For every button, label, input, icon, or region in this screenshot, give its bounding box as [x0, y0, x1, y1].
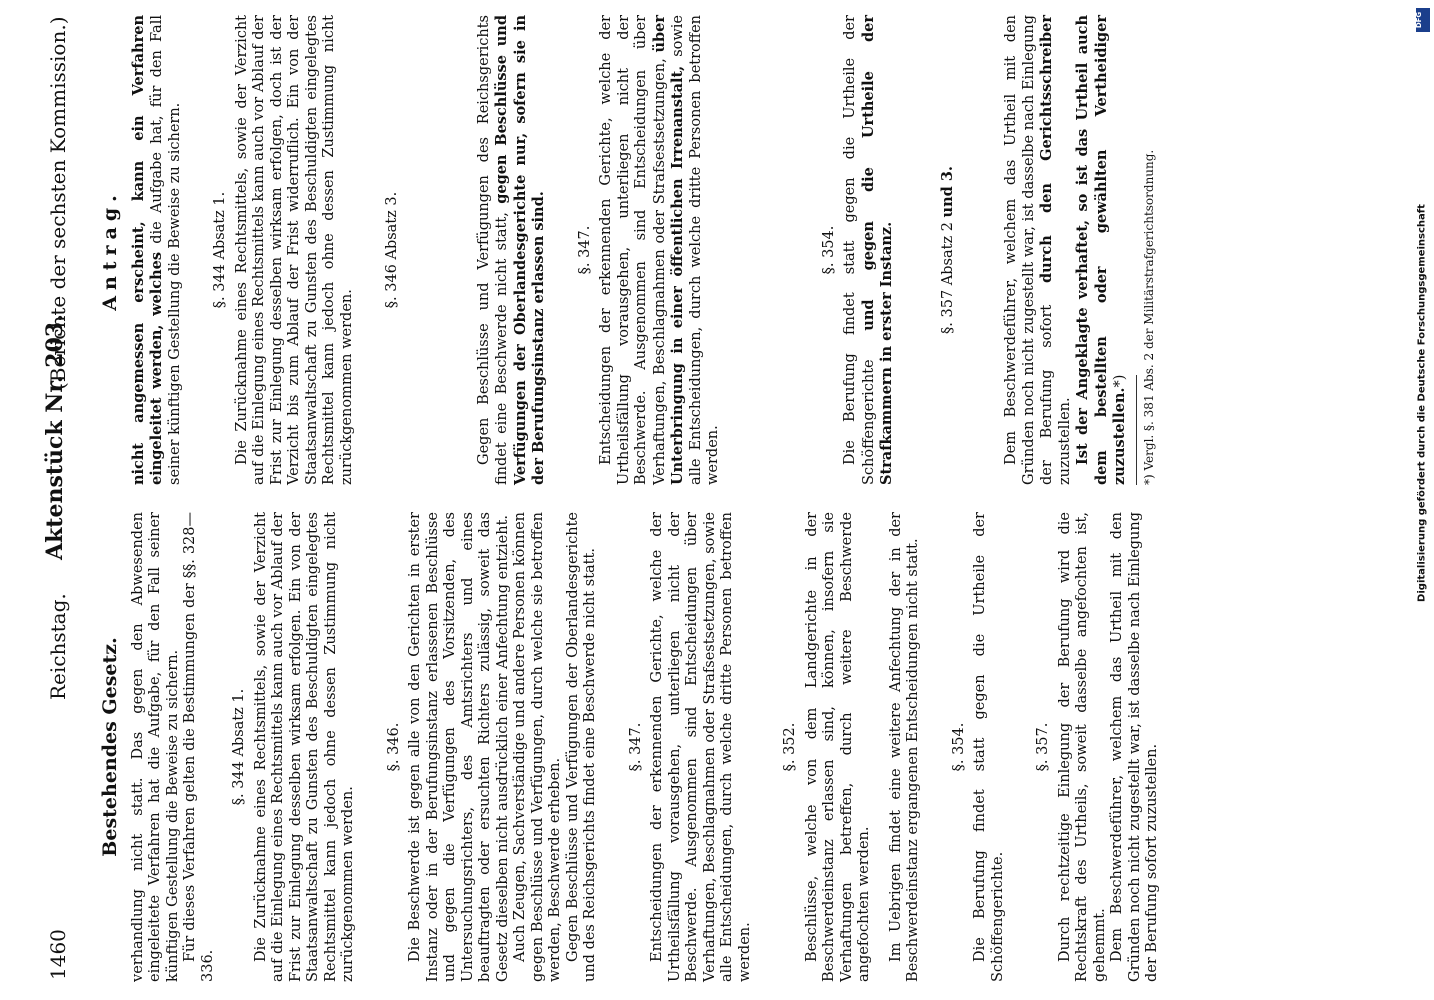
paragraph: Für dieses Verfahren gelten die Bestimmungen der §§. 328—336. — [182, 512, 216, 982]
section-heading: §. 346 Absatz 3. — [384, 191, 400, 309]
paragraph — [476, 15, 549, 485]
section-heading: §. 357. — [1035, 722, 1051, 772]
column-existing-law — [98, 512, 1162, 982]
running-title: Reichstag. — [46, 593, 70, 700]
paragraph: Die Zurücknahme eines Rechtsmittels, sowie der Verzicht auf die Einlegung eines Rechtsmittels kann auch vor Ablauf der Frist zur Einlegung desselben wirksam erfolgen. Ein von der Staatsanwaltschaft zu Gunsten des Beschuldigten eingelegtes Rechtsmittel kann jedoch ohne dessen Zustimmung nicht zurückgenommen werden. — [252, 512, 356, 982]
bold-text: über Unterbringung in einer öffentlichen Irrenanstalt, — [650, 15, 686, 485]
text: die Aufgabe hat, für den Fall seiner künftigen Gestellung die Beweise zu sichern. — [149, 15, 183, 485]
text: Die Berufung findet statt gegen die Urtheile der Schöffengerichte — [842, 15, 877, 485]
page-number: 1460 — [46, 929, 70, 980]
paragraph — [1003, 15, 1074, 485]
digitization-credit-strip — [1412, 8, 1432, 993]
footnote-marker: *) — [1112, 374, 1128, 388]
section-heading: §. 347. — [576, 225, 593, 275]
section-heading: §. 354. — [950, 722, 967, 772]
bold-text: nicht angemessen erscheint, kann ein Verfahren eingeleitet werden, welches — [129, 15, 165, 485]
file-number: Aktenstück Nr. 203. — [42, 314, 68, 560]
column-motion — [98, 15, 1158, 485]
digitization-credit: Digitalisierung gefördert durch die Deutsche Forschungsgemeinschaft — [1416, 204, 1428, 602]
column-title: Bestehendes Gesetz. — [99, 637, 121, 857]
section-heading: §. 347. — [627, 722, 644, 772]
text: Gegen Beschlüsse und Verfügungen des Reichsgerichts findet eine Beschwerde nicht statt, — [475, 15, 510, 485]
section-heading — [939, 15, 958, 485]
dfg-logo: DFG — [1416, 8, 1430, 32]
text: sowie alle Entscheidungen, durch welche dritte Personen betroffen werden. — [670, 14, 721, 485]
footnote: *) Vergl. §. 381 Abs. 2 der Militärstrafgerichtsordnung. — [1141, 149, 1156, 485]
paragraph: Im Uebrigen findet eine weitere Anfechtung der in der Beschwerdeinstanz ergangenen Entscheidungen nicht statt. — [887, 512, 921, 982]
footnote-rule — [1136, 375, 1137, 485]
text: Dem Beschwerdeführer, welchem das Urtheil mit den Gründen noch nicht zugestellt war, ist dasselbe nach Einlegung der Berufung sofort — [1003, 15, 1055, 485]
section-heading: §. 344 Absatz 1. — [231, 688, 247, 806]
paragraph: Durch rechtzeitige Einlegung der Berufung wird die Rechtskraft des Urtheils, soweit dasselbe angefochten ist, gehemmt. — [1056, 512, 1108, 982]
paragraph: Die Beschwerde ist gegen alle von den Gerichten in erster Instanz oder in der Berufungsinstanz erlassenen Beschlüsse und gegen die Verfügungen des Vorsitzenden, des Untersuchungsrichters, des Amtsrichters und eines beauftragten oder ersuchten Richters zulässig, soweit das Gesetz dieselben nicht ausdrücklich einer Anfechtung entzieht. — [407, 512, 511, 982]
paragraph: Die Zurücknahme eines Rechtsmittels, sowie der Verzicht auf die Einlegung eines Rechtsmittels kann auch vor Ablauf der Frist zur Einlegung desselben wirksam erfolgen, doch ist der Verzicht bis zum Ablauf der Frist widerruflich. Ein von der Staatsanwaltschaft zu Gunsten des Beschuldigten eingelegtes Rechtsmittel kann jedoch ohne dessen Zustimmung nicht zurückgenommen werden. — [233, 15, 355, 485]
section-heading: §. 346. — [385, 722, 402, 772]
section-heading: §. 352. — [782, 722, 798, 772]
report-bracket: (Berichte der sechsten Kommission.) — [46, 16, 70, 390]
paragraph: Entscheidungen der erkennenden Gerichte, welche der Urtheilsfällung vorausgehen, unterliegen nicht der Beschwerde. Ausgenommen sind Entscheidungen über Verhaftungen, Beschlagnahmen oder Strafsestsetzungen, sowie alle Entscheidungen, durch welche dritte Personen betroffen werden. — [649, 512, 753, 982]
paragraph — [130, 15, 185, 485]
paragraph: Dem Beschwerdeführer, welchem das Urtheil mit den Gründen noch nicht zugestellt war, ist dasselbe nach Einlegung der Berufung sofort zuzustellen. — [1109, 512, 1160, 982]
paragraph: Die Berufung findet statt gegen die Urtheile der Schöffengerichte. — [972, 512, 1006, 982]
paragraph: verhandlung nicht statt. Das gegen den Abwesenden eingeleitete Verfahren hat die Aufgabe, für den Fall seiner künftigen Gestellung die Beweise zu sichern. — [129, 512, 181, 982]
text: Entscheidungen der erkennenden Gerichte, welche der Urtheilsfällung vorausgehen, unterliegen nicht der Beschwerde. Ausgenommen sind Entscheidungen über Verhaftungen, Beschlagnahmen oder Strafsestsetzungen, — [598, 15, 668, 485]
column-title: Antrag. — [99, 189, 121, 311]
bold-text: und gegen die Urtheile der Strafkammern in erster Instanz. — [859, 15, 895, 485]
paragraph — [1074, 15, 1130, 485]
document-page — [28, 0, 1408, 1000]
paragraph — [598, 15, 723, 485]
bold-text: gegen Beschlüsse und Verfügungen der Oberlandesgerichte nur, sofern sie in der Berufungsinstanz erlassen sind. — [493, 15, 547, 485]
paragraph: Gegen Beschlüsse und Verfügungen der Oberlandesgerichte und des Reichsgerichts findet eine Beschwerde nicht statt. — [564, 512, 598, 982]
bold-text: durch den Gerichtsschreiber — [1038, 14, 1055, 283]
text: zuzustellen. — [1056, 397, 1073, 485]
paragraph: Beschlüsse, welche von dem Landgerichte in der Beschwerdeinstanz erlassen sind, können, insofern sie Verhaftungen betreffen, durch weitere Beschwerde angefochten werden. — [803, 512, 872, 982]
paragraph: Auch Zeugen, Sachverständige und andere Personen können gegen Beschlüsse und Verfügungen, durch welche sie betroffen werden, Beschwerde erheben. — [512, 512, 563, 982]
text: §. 357 Absatz 2 — [939, 217, 956, 334]
bold-text: und 3. — [938, 166, 956, 218]
page-header — [28, 0, 78, 1000]
bold-text: Ist der Angeklagte verhaftet, so ist das Urtheil auch dem bestellten oder gewählten Vertheidiger zuzustellen. — [1074, 15, 1128, 485]
section-heading: §. 354. — [820, 225, 837, 275]
paragraph — [842, 15, 897, 485]
section-heading: §. 344 Absatz 1. — [212, 191, 228, 309]
